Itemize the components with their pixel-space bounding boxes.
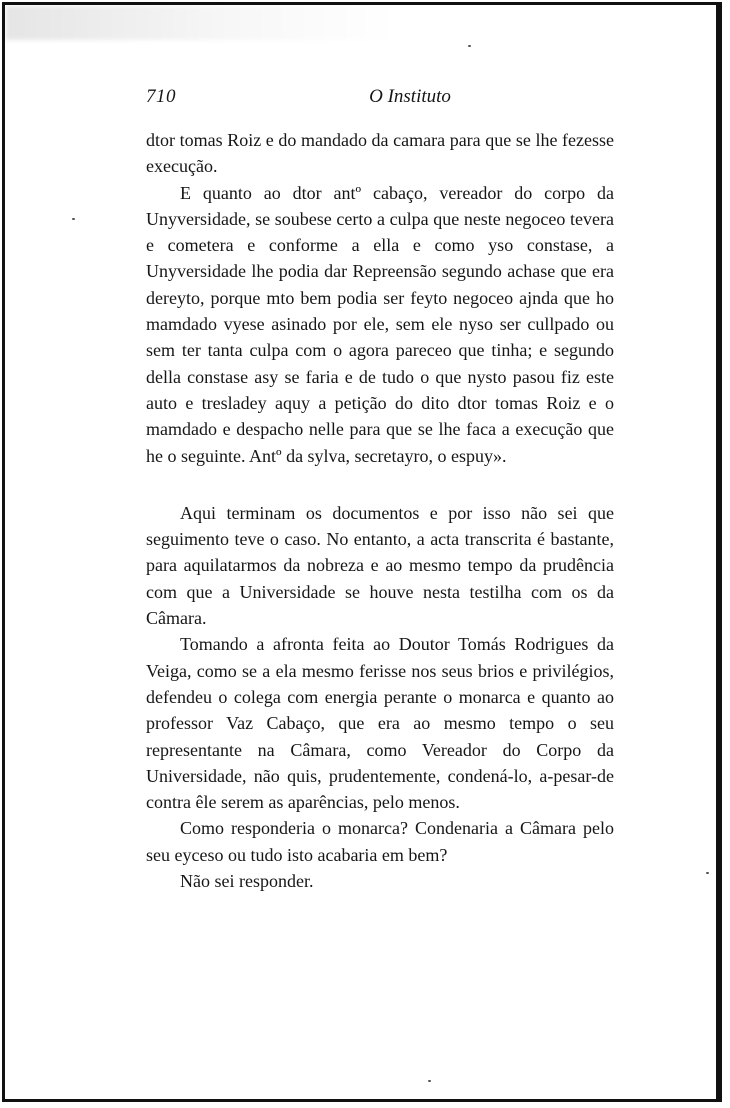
- scan-speck: [72, 218, 75, 220]
- paragraph-commentary-2: Tomando a afronta feita ao Doutor Tomás Rodrigues da Veiga, como se a ela mesmo ferisse nos seus brios e privilégios, defendeu o colega com energia perante o monarca e quanto ao professor Vaz Cabaço, que era ao mesmo tempo o seu representante na Câmara, como Vereador do Corpo da Universidade, não quis, prudentemente, condená-lo, a-pesar-de contra êle serem as aparências, pelo menos.: [146, 634, 614, 813]
- scan-speck: [706, 872, 709, 874]
- paragraph-commentary-4: Não sei responder.: [180, 871, 314, 892]
- page-header: [146, 86, 614, 112]
- scan-speck: [468, 45, 471, 47]
- running-title: O Instituto: [369, 86, 451, 107]
- section-gap: [146, 469, 614, 500]
- scan-speck: [428, 1080, 431, 1082]
- body-text: [146, 127, 614, 894]
- paragraph-commentary-3: Como responderia o monarca? Condenaria a Câmara pelo seu eyceso ou tudo isto acabaria em bem?: [146, 818, 614, 865]
- paragraph-quote: E quanto ao dtor antº cabaço, vereador do corpo da Unyversidade, se soubese certo a culpa que neste negoceo tevera e cometera e conforme a ella e como yso constase, a Unyversidade lhe podia dar Repreensão segundo achase que era dereyto, porque mto bem podia ser feyto negoceo ajnda que ho mamdado vyese asinado por ele, sem ele nyso ser cullpado ou sem ter tanta culpa com o agora pareceo que tinha; e segundo della constase asy se faria e de tudo o que nysto pasou fiz este auto e tresladey aquy a petição do dito dtor tomas Roiz e o mamdado e despacho nelle para que se lhe faca a execução que he o seguinte. Antº da sylva, secretayro, o espuy».: [146, 182, 614, 466]
- page-number: 710: [146, 86, 176, 107]
- scan-smudge: [6, 6, 566, 40]
- paragraph-continuation: dtor tomas Roiz e do mandado da camara para que se lhe fezesse execução.: [146, 130, 614, 177]
- paragraph-commentary-1: Aqui terminam os documentos e por isso não sei que seguimento teve o caso. No entanto, a acta transcrita é bastante, para aquilatarmos da nobreza e ao mesmo tempo da prudência com que a Universidade se houve nesta testilha com os da Câmara.: [146, 502, 614, 629]
